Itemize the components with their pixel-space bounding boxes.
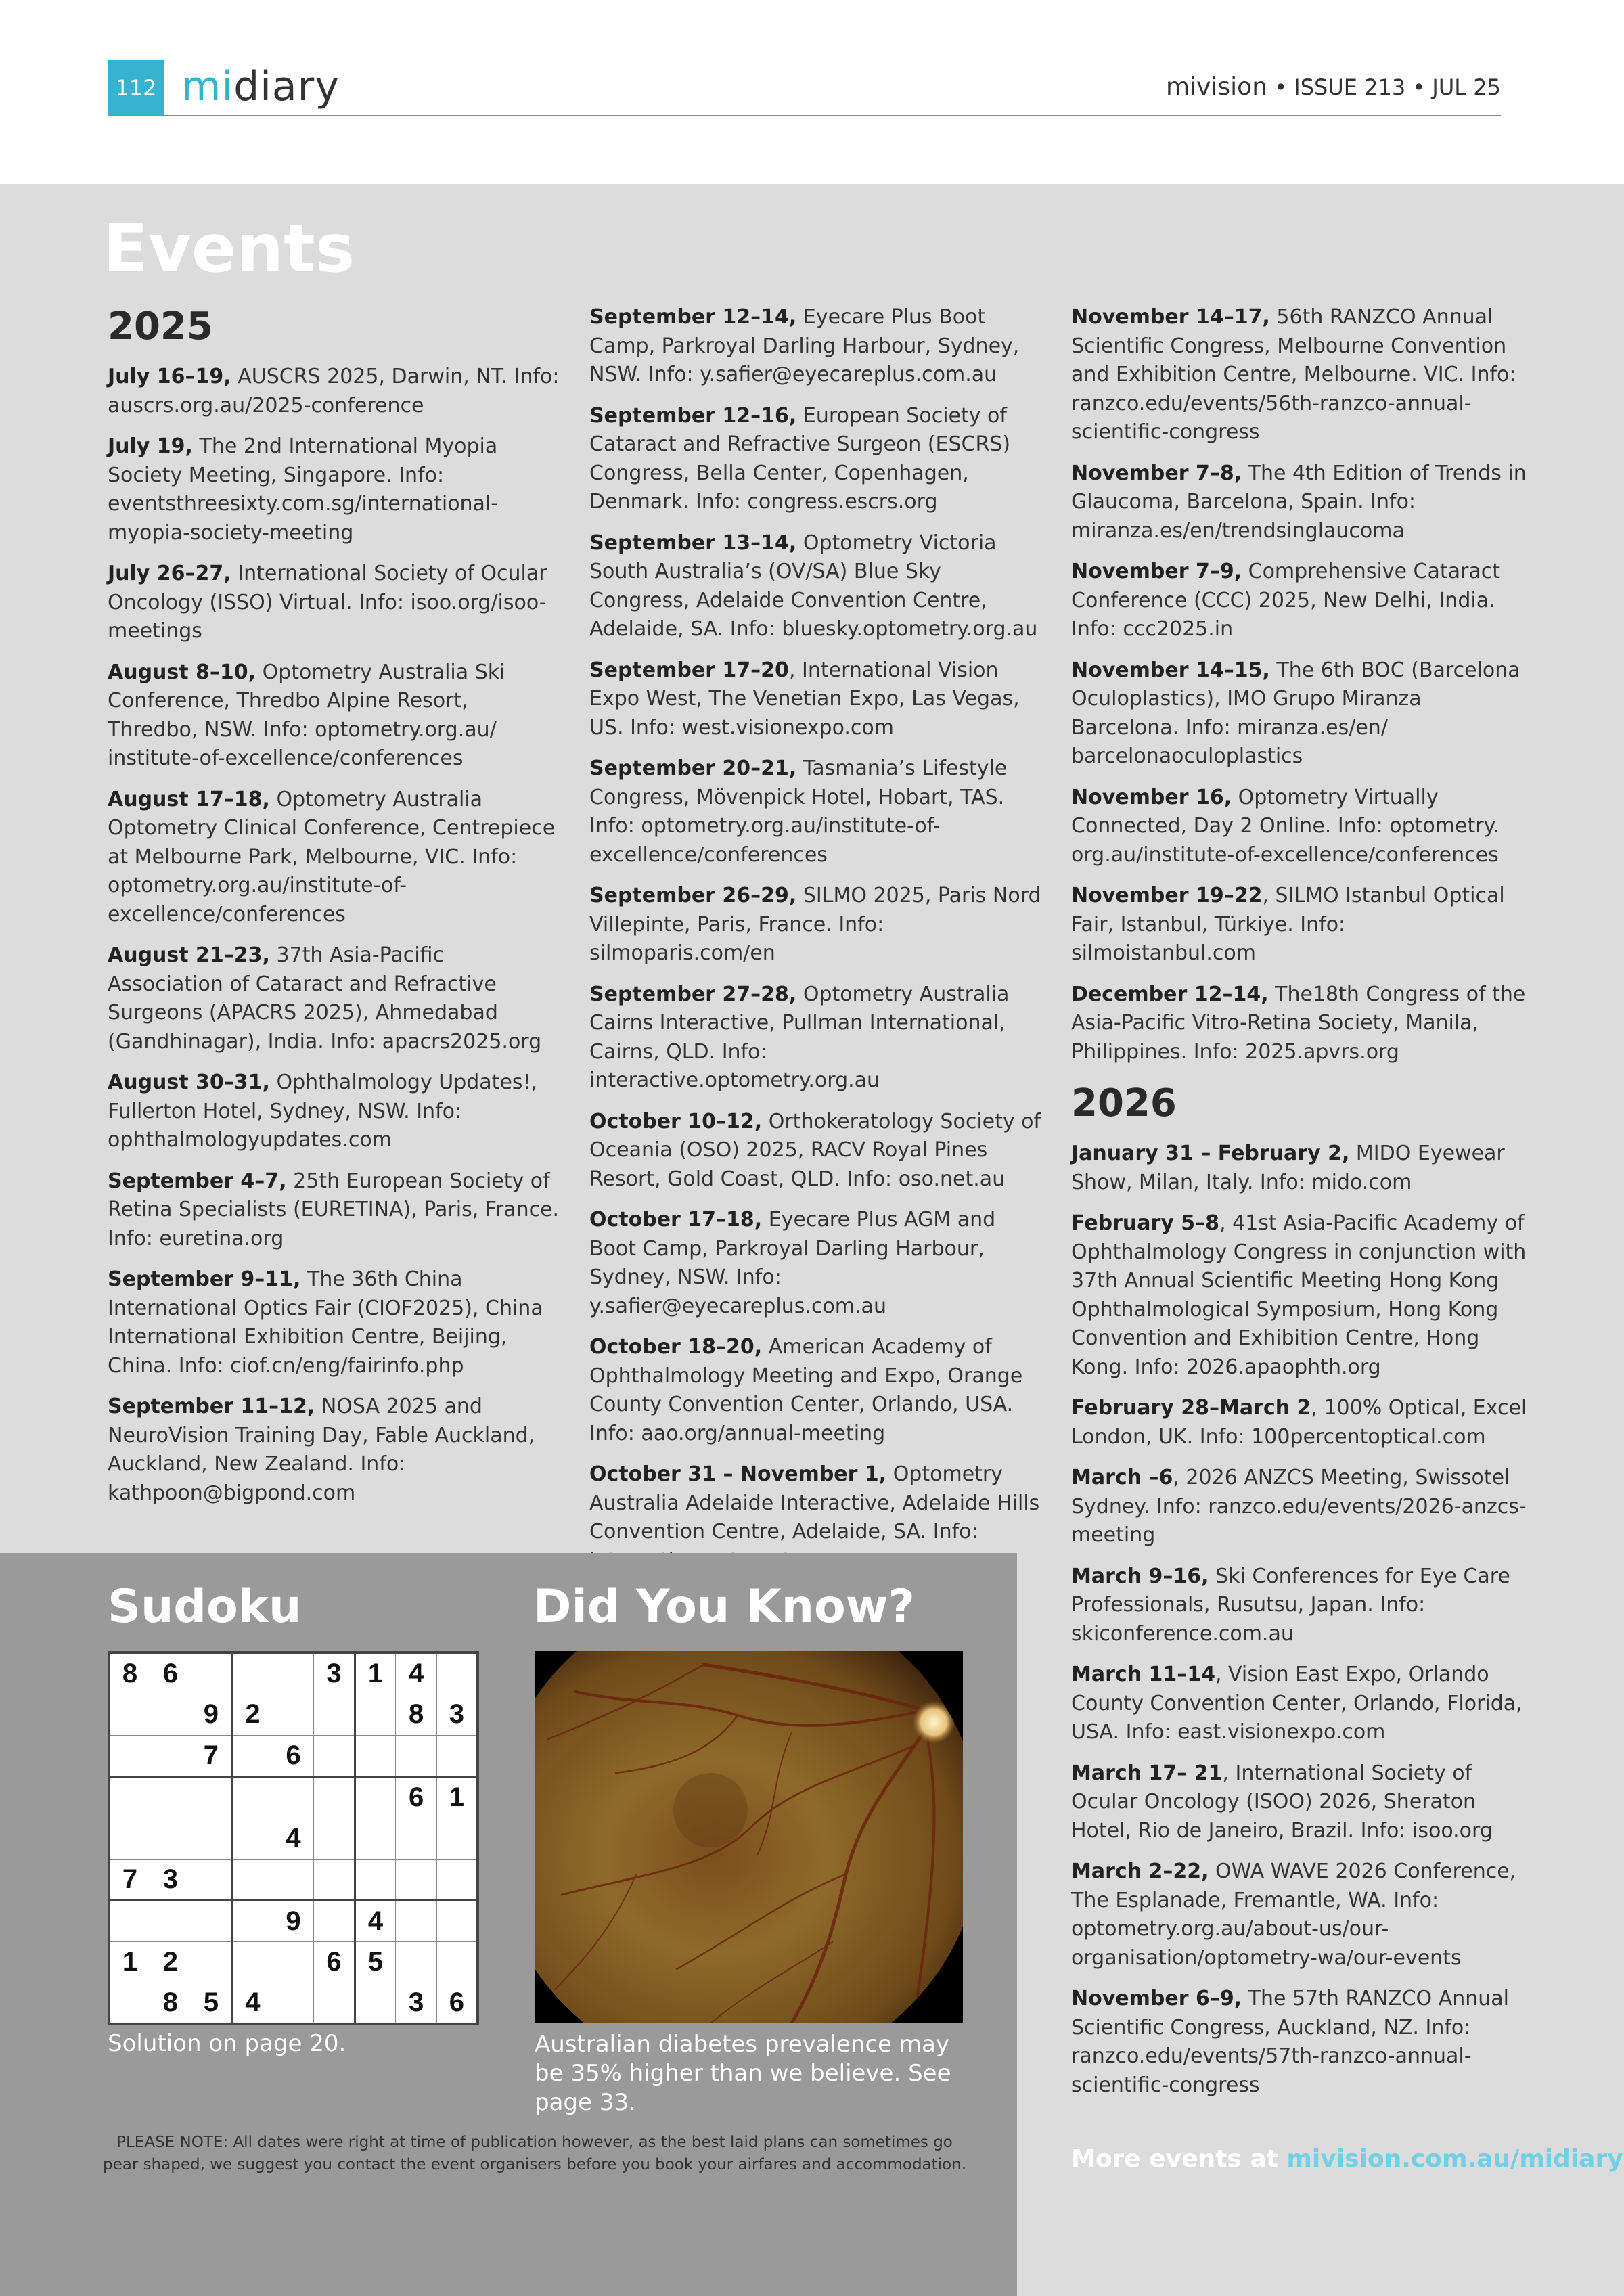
event-item [1071,1858,1528,1973]
sudoku-cell [396,1941,437,1983]
event-details: OWA WAVE 2026 Conference, The Esplanade, Fremantle, WA. Info: optometry.org.au/about-us/our-organisation/optometry-wa/our-events [1071,1860,1516,1970]
event-date: September 13–14, [589,531,797,555]
event-details: Comprehensive Cataract Conference (CCC) 2025, New Delhi, India. Info: ccc2025.in [1071,560,1500,641]
disclaimer-notice: PLEASE NOTE: All dates were right at time of publication however, as the best laid plans can sometimes go pear shaped, we suggest you contact the event organisers before you book your airfares and accommodation. [102,2134,967,2174]
event-details: 56th RANZCO Annual Scientific Congress, Melbourne Convention and Exhibition Centre, Melbourne. VIC. Info: ranzco.edu/events/56th-ranzco-annual-scientific-congress [1071,305,1516,444]
event-details: Optometry Australia Cairns Interactive, Pullman International, Cairns, QLD. Info: interactive.optometry.org.au [589,982,1010,1092]
event-date: September 20–21, [589,757,797,780]
event-date: September 26–29, [589,884,797,907]
sudoku-cell: 3 [396,1983,437,2024]
event-details: The 57th RANZCO Annual Scientific Congress, Auckland, NZ. Info: ranzco.edu/events/57th-ranzco-annual-scientific-congress [1071,1987,1509,2097]
event-item [1071,1985,1528,2100]
event-date: December 12–14, [1071,982,1269,1006]
event-date: November 7–9, [1071,560,1242,583]
event-date: August 30–31, [108,1071,270,1094]
event-item [589,402,1046,517]
sudoku-cell [396,1900,437,1941]
event-details: American Academy of Ophthalmology Meeting and Expo, Orange County Convention Center, Orlando, USA. Info: aao.org/annual-meeting [589,1335,1023,1445]
event-details: International Society of Ocular Oncology (ISSO) Virtual. Info: isoo.org/isoo-meetings [108,562,547,643]
event-item [1071,1464,1528,1550]
sudoku-cell [273,1983,314,2024]
event-item [589,303,1046,390]
event-date: July 26–27, [108,562,231,585]
event-date: September 11–12, [108,1395,315,1418]
sudoku-cell [436,1735,478,1776]
sudoku-cell [314,1859,355,1900]
sudoku-cell [314,1818,355,1859]
sudoku-title: Sudoku [108,1580,302,1634]
event-item [589,1206,1046,1321]
event-date: August 17–18, [108,787,270,811]
event-details: The 6th BOC (Barcelona Oculoplastics), IMO Grupo Miranza Barcelona. Info: miranza.es/en/ barcelonaoculoplastics [1071,658,1520,768]
event-details: MIDO Eyewear Show, Milan, Italy. Info: mido.com [1071,1142,1505,1194]
sudoku-cell [273,1776,314,1818]
event-date: November 19–22 [1071,884,1263,907]
sudoku-cell [314,1983,355,2024]
sudoku-cell [109,1983,150,2024]
event-date: September 9–11, [108,1267,301,1291]
event-item [108,1265,564,1380]
sudoku-cell [355,1776,396,1818]
header-rule [108,115,1501,116]
page-number: 112 [108,60,164,116]
event-list-col1 [108,363,564,1508]
event-date: November 14–15, [1071,658,1270,682]
event-list-col2 [589,303,1046,1575]
sudoku-cell [273,1859,314,1900]
event-date: November 7–8, [1071,461,1242,485]
sudoku-cell: 6 [150,1652,191,1694]
event-details: 25th European Society of Retina Specialists (EURETINA), Paris, France. Info: euretina.org [108,1169,560,1251]
event-item [1071,1562,1528,1649]
sudoku-cell: 3 [436,1694,478,1735]
event-item [108,363,564,420]
event-details: Optometry Australia Optometry Clinical Conference, Centrepiece at Melbourne Park, Melbourne, VIC. Info: optometry.org.au/institute-of-excellence/conferences [108,787,556,926]
event-date: August 8–10, [108,660,256,684]
sudoku-cell [150,1900,191,1941]
sudoku-caption: Solution on page 20. [108,2030,346,2057]
event-date: February 5–8 [1071,1211,1220,1235]
event-details: The18th Congress of the Asia-Pacific Vitro-Retina Society, Manila, Philippines. Info: 2025.apvrs.org [1071,982,1526,1064]
sudoku-cell: 2 [150,1941,191,1983]
sudoku-cell [396,1859,437,1900]
section-title-prefix: mi [181,63,234,110]
sudoku-cell [150,1818,191,1859]
event-details: Orthokeratology Society of Oceania (OSO) 2025, RACV Royal Pines Resort, Gold Coast, QLD. Info: oso.net.au [589,1109,1041,1191]
event-item [108,941,564,1056]
sudoku-cell [191,1652,232,1694]
section-title [181,58,340,115]
sudoku-cell [436,1652,478,1694]
event-date: July 16–19, [108,365,231,388]
sudoku-cell [273,1941,314,1983]
event-item [1071,558,1528,644]
event-item [1071,1209,1528,1382]
sudoku-cell: 2 [232,1694,273,1735]
sudoku-cell [232,1735,273,1776]
event-item [589,656,1046,743]
issue-date: JUL 25 [1432,74,1501,100]
sudoku-cell [314,1776,355,1818]
event-details: Eyecare Plus Boot Camp, Parkroyal Darling Harbour, Sydney, NSW. Info: y.safier@eyecareplus.com.au [589,305,1020,386]
sudoku-cell: 4 [396,1652,437,1694]
more-events-link[interactable]: mivision.com.au/midiary [1286,2145,1623,2173]
event-date: November 14–17, [1071,305,1270,329]
event-date: November 16, [1071,785,1232,809]
event-list-col3 [1071,303,1528,1066]
did-you-know-title: Did You Know? [533,1580,915,1634]
event-details: 37th Asia-Pacific Association of Cataract and Refractive Surgeons (APACRS 2025), Ahmedabad (Gandhinagar), India. Info: apacrs2025.org [108,943,542,1054]
sudoku-cell [232,1900,273,1941]
sudoku-cell [232,1859,273,1900]
sudoku-cell [436,1941,478,1983]
sudoku-cell: 4 [355,1900,396,1941]
sudoku-cell: 9 [191,1694,232,1735]
year-heading-2026: 2026 [1071,1081,1177,1125]
sudoku-cell: 8 [150,1983,191,2024]
sudoku-cell: 4 [273,1818,314,1859]
event-item [589,882,1046,968]
sudoku-cell: 6 [436,1983,478,2024]
event-details: European Society of Cataract and Refractive Surgeon (ESCRS) Congress, Bella Center, Copenhagen, Denmark. Info: congress.escrs.org [589,403,1011,514]
sudoku-cell [232,1776,273,1818]
event-item [108,560,564,646]
more-events-line [1071,2145,1623,2173]
more-events-label: More events at [1071,2145,1287,2173]
event-item [1071,1759,1528,1846]
sudoku-cell: 8 [396,1694,437,1735]
event-item [1071,784,1528,870]
events-column-1 [108,303,564,1520]
event-date: March –6 [1071,1466,1173,1489]
event-details: NOSA 2025 and NeuroVision Training Day, Fable Auckland, Auckland, New Zealand. Info: kathpoon@bigpond.com [108,1395,535,1505]
sudoku-cell [150,1694,191,1735]
event-item [589,981,1046,1096]
event-date: September 27–28, [589,982,797,1006]
event-item [589,1108,1046,1194]
event-date: March 9–16, [1071,1564,1209,1588]
event-details: Optometry Australia Ski Conference, Thredbo Alpine Resort, Thredbo, NSW. Info: optometry.org.au/ institute-of-excellence/conferences [108,660,505,770]
event-item [108,786,564,930]
issue-separator: • [1274,74,1288,100]
event-item [1071,303,1528,447]
section-title-name: diary [233,63,340,110]
did-you-know-caption: Australian diabetes prevalence may be 35% higher than we believe. See page 33. [535,2031,951,2116]
event-item [1071,656,1528,771]
event-details: Tasmania’s Lifestyle Congress, Mövenpick Hotel, Hobart, TAS. Info: optometry.org.au/institute-of-excellence/conferences [589,757,1008,867]
sudoku-cell: 8 [109,1652,150,1694]
event-date: September 12–16, [589,403,797,428]
sudoku-cell [396,1818,437,1859]
sudoku-cell: 1 [109,1941,150,1983]
event-details: Optometry Victoria South Australia’s (OV/SA) Blue Sky Congress, Adelaide Convention Centre, Adelaide, SA. Info: bluesky.optometry.org.au [589,531,1038,641]
sudoku-cell: 5 [355,1941,396,1983]
sudoku-cell [191,1859,232,1900]
event-item [108,432,564,547]
sudoku-cell [273,1652,314,1694]
sudoku-grid [108,1651,479,2025]
event-date: October 10–12, [589,1109,763,1133]
event-details: AUSCRS 2025, Darwin, NT. Info: auscrs.org.au/2025-conference [108,365,560,418]
event-details: Ophthalmology Updates!, Fullerton Hotel, Sydney, NSW. Info: ophthalmologyupdates.com [108,1071,538,1152]
sudoku-cell [232,1941,273,1983]
sudoku-cell: 1 [355,1652,396,1694]
event-item [1071,1661,1528,1747]
sudoku-cell: 3 [314,1652,355,1694]
event-details: The 2nd International Myopia Society Meeting, Singapore. Info: eventsthreesixty.com.sg/international-myopia-society-meeting [108,434,499,545]
event-details: Eyecare Plus AGM and Boot Camp, Parkroyal Darling Harbour, Sydney, NSW. Info: y.safier@eyecareplus.com.au [589,1208,996,1318]
sudoku-cell [355,1735,396,1776]
sudoku-cell [355,1818,396,1859]
issue-separator-2: • [1412,74,1426,100]
sudoku-cell: 6 [314,1941,355,1983]
sudoku-cell [191,1900,232,1941]
event-date: November 6–9, [1071,1987,1242,2010]
year-heading-2025: 2025 [108,305,213,348]
sudoku-cell [232,1818,273,1859]
issue-number: ISSUE 213 [1294,74,1406,100]
events-column-2 [589,303,1046,1588]
event-date: February 28–March 2 [1071,1396,1311,1420]
event-details: The 4th Edition of Trends in Glaucoma, Barcelona, Spain. Info: miranza.es/en/trendsinglaucoma [1071,461,1527,543]
event-date: July 19, [108,434,193,458]
event-date: September 12–14, [589,305,797,329]
sudoku-cell [436,1859,478,1900]
event-details: , SILMO Istanbul Optical Fair, Istanbul, Türkiye. Info: silmoistanbul.com [1071,884,1505,965]
event-date: September 4–7, [108,1169,287,1193]
event-item [589,1333,1046,1448]
event-details: , Vision East Expo, Orlando County Convention Center, Orlando, Florida, USA. Info: east.visionexpo.com [1071,1663,1522,1744]
sudoku-cell [109,1818,150,1859]
sudoku-cell [314,1735,355,1776]
issue-info [1166,73,1501,101]
event-details: , 41st Asia-Pacific Academy of Ophthalmology Congress in conjunction with 37th Annual Scientific Meeting Hong Kong Ophthalmological Symposium, Hong Kong Convention and Exhibition Centre, Hong Kong. Info: 2026.apaophth.org [1071,1211,1527,1379]
event-item [108,1167,564,1254]
sudoku-cell [314,1900,355,1941]
event-date: March 17– 21 [1071,1761,1223,1785]
sudoku-cell [436,1818,478,1859]
sudoku-cell [109,1694,150,1735]
event-date: March 11–14 [1071,1663,1215,1686]
sudoku-cell: 6 [273,1735,314,1776]
sudoku-cell: 1 [436,1776,478,1818]
retina-fundus-image [535,1651,963,2023]
event-details: , 2026 ANZCS Meeting, Swissotel Sydney. Info: ranzco.edu/events/2026-anzcs-meeting [1071,1466,1527,1547]
event-date: September 17–20 [589,658,789,682]
sudoku-cell: 3 [150,1859,191,1900]
event-item [1071,1140,1528,1197]
sudoku-cell [436,1900,478,1941]
sudoku-cell [232,1652,273,1694]
event-item [108,1068,564,1155]
event-date: October 31 – November 1, [589,1462,887,1486]
sudoku-cell [109,1776,150,1818]
event-date: August 21–23, [108,943,270,967]
event-date: January 31 – February 2, [1071,1142,1350,1165]
event-details: Optometry Virtually Connected, Day 2 Online. Info: optometry. org.au/institute-of-excellence/conferences [1071,785,1499,867]
sudoku-cell [109,1735,150,1776]
sudoku-cell: 7 [191,1735,232,1776]
sudoku-cell [355,1859,396,1900]
event-details: SILMO 2025, Paris Nord Villepinte, Paris, France. Info: silmoparis.com/en [589,884,1041,965]
event-details: , 100% Optical, Excel London, UK. Info: 100percentoptical.com [1071,1396,1527,1449]
sudoku-cell [273,1694,314,1735]
sudoku-cell [191,1818,232,1859]
magazine-name: mivision [1166,73,1268,101]
event-details: , International Society of Ocular Oncology (ISOO) 2026, Sheraton Hotel, Rio de Janeiro, Brazil. Info: isoo.org [1071,1761,1493,1843]
sudoku-cell: 5 [191,1983,232,2024]
sudoku-cell [355,1694,396,1735]
event-details: Optometry Australia Adelaide Interactive, Adelaide Hills Convention Centre, Adelaide, SA. Info: [589,1462,1040,1544]
sudoku-cell [191,1776,232,1818]
sudoku-cell [355,1983,396,2024]
events-title: Events [103,210,355,288]
sudoku-cell [314,1694,355,1735]
event-item [1071,882,1528,968]
sudoku-cell [109,1900,150,1941]
sudoku-cell [150,1776,191,1818]
sudoku-cell [150,1735,191,1776]
event-item [108,1393,564,1508]
event-date: October 17–18, [589,1208,763,1232]
event-item [1071,459,1528,546]
sudoku-cell: 9 [273,1900,314,1941]
event-details: Ski Conferences for Eye Care Professionals, Rusutsu, Japan. Info: skiconference.com.au [1071,1564,1510,1646]
sudoku-cell [396,1735,437,1776]
sudoku-cell [191,1941,232,1983]
event-details: , International Vision Expo West, The Venetian Expo, Las Vegas, US. Info: west.visionexpo.com [589,658,1020,740]
event-list-col3-2026 [1071,1140,1528,2100]
sudoku-cell: 4 [232,1983,273,2024]
event-date: October 18–20, [589,1335,763,1359]
event-item [1071,981,1528,1067]
sudoku-cell: 6 [396,1776,437,1818]
event-item [1071,1394,1528,1451]
sudoku-cell: 7 [109,1859,150,1900]
event-item [589,529,1046,644]
events-column-3 [1071,303,1528,2112]
event-date: March 2–22, [1071,1860,1209,1883]
event-details: The 36th China International Optics Fair (CIOF2025), China International Exhibition Centre, Beijing, China. Info: ciof.cn/eng/fairinfo.php [108,1267,543,1378]
event-item [589,755,1046,870]
event-item [108,658,564,773]
